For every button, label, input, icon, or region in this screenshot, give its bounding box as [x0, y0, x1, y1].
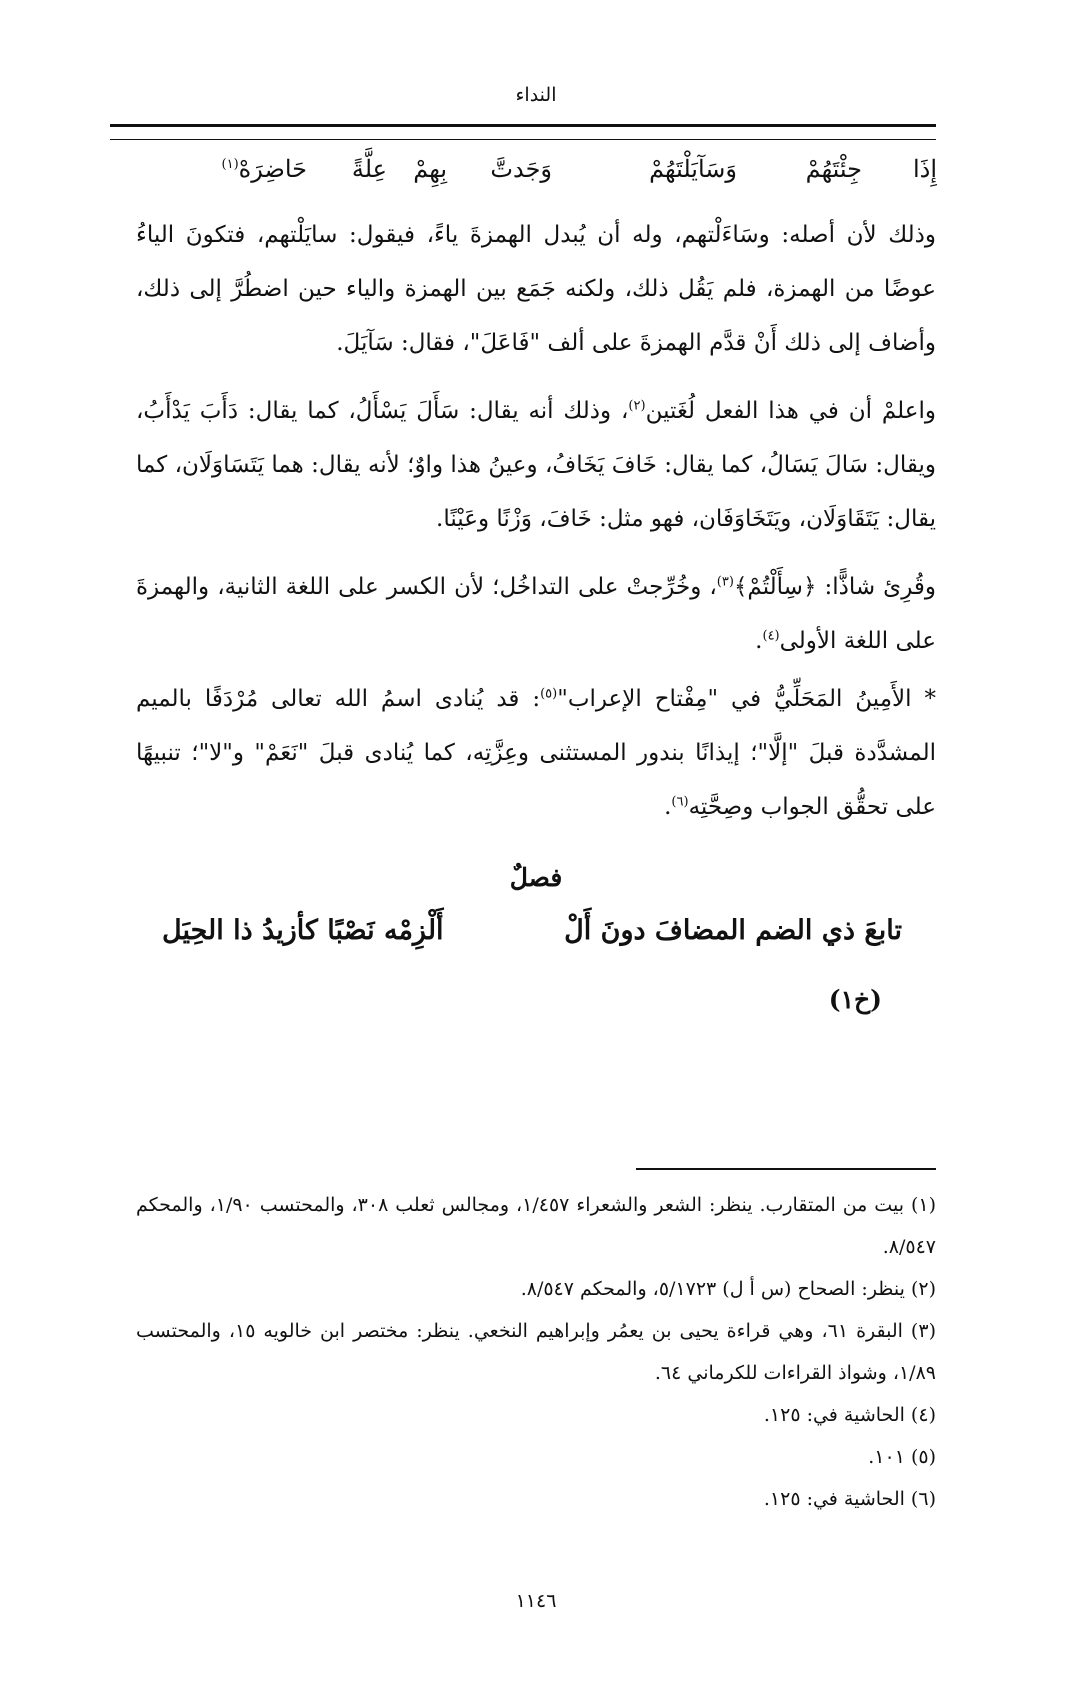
verse-word: إِذَا — [912, 155, 937, 183]
paragraph-text: واعلمْ أن في هذا الفعل لُغَتين — [645, 398, 936, 424]
footnote-ref: (٥) — [540, 686, 558, 702]
footnote: (٣) البقرة ٦١، وهي قراءة يحيى بن يعمُر وإبراهيم النخعي. ينظر: مختصر ابن خالويه ١٥، والمحتسب ١/٨٩، وشواذ القراءات للكرماني ٦٤. — [136, 1320, 936, 1384]
footnote: (٢) ينظر: الصحاح (س أ ل) ٥/١٧٢٣، والمحكم ٨/٥٤٧. — [520, 1278, 936, 1300]
verse-word: وَجَدتَّ — [490, 155, 552, 183]
paragraph — [136, 560, 936, 668]
footnote: (١) بيت من المتقارب. ينظر: الشعر والشعراء ١/٤٥٧، ومجالس ثعلب ٣٠٨، والمحتسب ١/٩٠، والمحكم ٨/٥٤٧. — [136, 1194, 936, 1258]
poem-line — [162, 915, 902, 965]
verse-line — [137, 155, 937, 199]
paragraph — [136, 672, 936, 834]
page-number: ١١٤٦ — [515, 1590, 557, 1612]
verse-word: عِلَّةً — [351, 155, 387, 183]
paragraph-text: . — [664, 794, 672, 820]
poem-second-hemistich: أَلْزِمْه نَصْبًا كأزيدُ ذا الحِيَل — [162, 915, 444, 946]
footnote-ref: (١) — [221, 157, 239, 172]
footnote-ref: (٤) — [762, 628, 780, 644]
verse-word — [222, 155, 307, 183]
footnote: (٦) الحاشية في: ١٢٥. — [763, 1488, 936, 1510]
header-rule-thin — [110, 139, 936, 140]
paragraph: وذلك لأن أصله: وسَاءَلْتهم، وله أن يُبدل الهمزةَ ياءً، فيقول: سايَلْتهم، فتكونَ الياءُ عوضًا من الهمزة، فلم يَقُل ذلك، ولكنه جَمَع بين الهمزة والياء حين اضطُرَّ إلى ذلك، وأضاف إلى ذلك أَنْ قدَّم الهمزةَ على ألف "فَاعَلَ"، فقال: سَآيَلَ. — [136, 222, 936, 356]
verse-word: جِئْتَهُمْ — [805, 155, 862, 183]
poem-tag: (خ١) — [828, 985, 882, 1014]
verse-word: وَسَآيَلْتَهُمْ — [649, 155, 737, 183]
footnote-ref: (٦) — [671, 794, 689, 810]
paragraph-text: وقُرِئ شاذًّا: ﴿سِأَلْتُمْ﴾ — [733, 574, 936, 600]
section-title: فصلٌ — [509, 863, 563, 892]
footnote: (٤) الحاشية في: ١٢٥. — [763, 1404, 936, 1426]
verse-word-last: حَاضِرَهْ — [238, 155, 307, 183]
paragraph-text: * الأَمِينُ المَحَلِّيُّ في "مِفْتاح الإعراب" — [557, 686, 936, 712]
header-rule-thick — [110, 124, 936, 127]
verse-word: بِهِمْ — [413, 155, 447, 183]
running-header: النداء — [515, 84, 557, 106]
paragraph — [136, 384, 936, 546]
footnote-ref: (٣) — [716, 574, 734, 590]
footnote-rule — [636, 1168, 936, 1170]
footnotes — [136, 1184, 936, 1520]
paragraph-text: ، وذلك أنه يقال: سَأَلَ يَسْأَلُ، كما يقال: دَأَبَ يَدْأَبُ، ويقال: سَالَ يَسَالُ، كما يقال: خَافَ يَخَافُ، وعينُ هذا واوٌ؛ لأنه يقال: هما يَتَسَاوَلَان، كما يقال: يَتَقَاوَلَان، ويَتَخَاوَفَان، فهو مثل: خَافَ، وَزْنًا وعَيْنًا. — [136, 398, 936, 532]
paragraph-text: ، وخُرِّجتْ على التداخُل؛ لأن الكسر على اللغة الثانية، والهمزةَ على اللغة الأولى — [136, 574, 936, 654]
paragraph-text: . — [755, 628, 763, 654]
footnote-ref: (٢) — [628, 398, 646, 414]
paragraph-text: : قد يُنادى اسمُ الله تعالى مُرْدَفًا بالميم المشدَّدة قبلَ "إلَّا"؛ إيذانًا بندور المستثنى وعِزَّتِه، كما يُنادى قبلَ "نَعَمْ" و"لا"؛ تنبيهًا على تحقُّق الجواب وصِحَّتِه — [136, 686, 936, 820]
poem-first-hemistich: تابعَ ذي الضم المضافَ دونَ أَلْ — [564, 915, 902, 946]
footnote: (٥) ١٠١. — [868, 1446, 936, 1468]
